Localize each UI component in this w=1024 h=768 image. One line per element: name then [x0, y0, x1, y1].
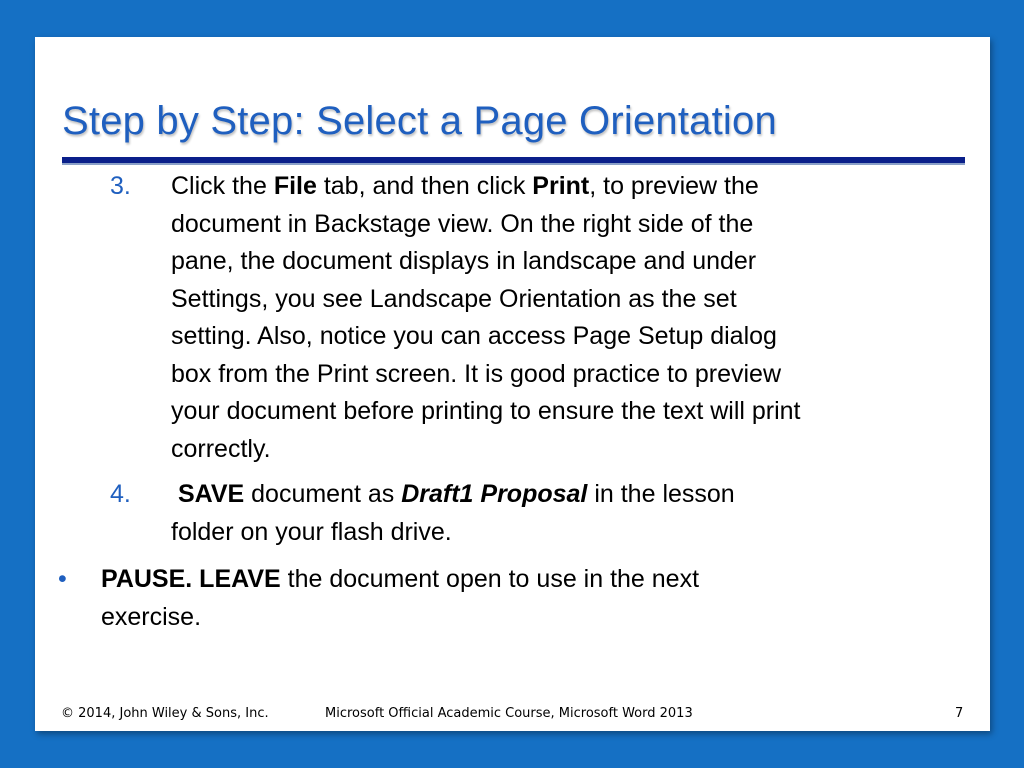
file-tab-term: File — [273, 172, 317, 200]
text-run: document as — [244, 480, 402, 508]
footer-course: Microsoft Official Academic Course, Microsoft Word 2013 — [325, 706, 693, 721]
slide — [35, 37, 990, 731]
step-line: your document before printing to ensure the text will print — [171, 397, 801, 425]
step-line: Settings, you see Landscape Orientation as the set — [171, 284, 737, 313]
step-text — [171, 168, 971, 468]
step-line: document in Backstage view. On the right side of the — [171, 209, 754, 238]
footer-copyright: © 2014, John Wiley & Sons, Inc. — [61, 706, 269, 721]
step-line: folder on your flash drive. — [171, 517, 452, 546]
save-term: SAVE — [177, 480, 245, 508]
text-run: in the lesson — [587, 480, 735, 508]
step-number: 4. — [110, 480, 131, 508]
bullet-line — [101, 561, 901, 599]
slide-title: Step by Step: Select a Page Orientation — [62, 99, 777, 143]
step-line — [171, 168, 971, 206]
footer-page-number: 7 — [955, 706, 964, 721]
text-run: tab, and then click — [316, 172, 533, 200]
bullet-text — [101, 561, 901, 636]
step-text — [171, 476, 971, 551]
print-term: Print — [532, 172, 590, 200]
bullet-line: exercise. — [101, 602, 202, 631]
text-run: the document open to use in the next — [280, 565, 700, 593]
step-line: correctly. — [171, 434, 271, 463]
step-line: box from the Print screen. It is good practice to preview — [171, 359, 781, 388]
step-line — [171, 476, 971, 514]
pause-leave-term: PAUSE. LEAVE — [101, 565, 281, 593]
text-run: , to preview the — [589, 172, 759, 200]
bullet-icon: • — [58, 565, 67, 593]
step-line: pane, the document displays in landscape and under — [171, 247, 757, 275]
text-run: Click the — [171, 172, 274, 200]
filename-term: Draft1 Proposal — [401, 480, 588, 508]
step-line: setting. Also, notice you can access Page Setup dialog — [171, 322, 777, 350]
step-number: 3. — [110, 172, 131, 200]
title-underline-shadow — [62, 163, 965, 165]
